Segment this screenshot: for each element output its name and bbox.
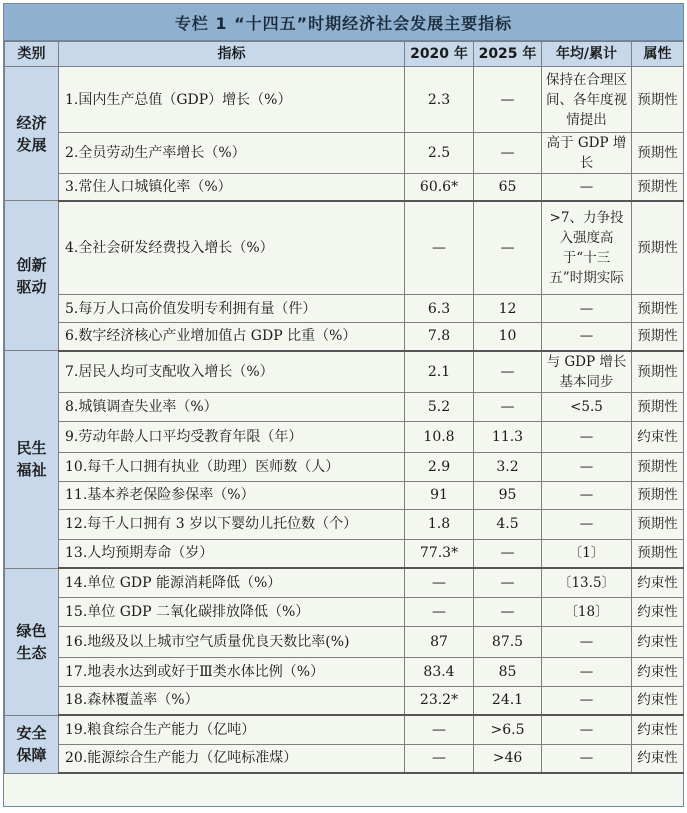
indicator-cell: 17.地表水达到或好于Ⅲ类水体比例（%） [59, 657, 405, 686]
accumulated-cell: 保持在合理区间、各年度视情提出 [542, 67, 632, 133]
indicator-cell: 12.每千人口拥有 3 岁以下婴幼儿托位数（个） [59, 509, 405, 539]
attribute-cell: 预期性 [632, 539, 684, 568]
table-row [5, 295, 684, 323]
attribute-cell: 约束性 [632, 568, 684, 597]
value-2025-cell: 87.5 [474, 626, 542, 657]
value-2025-cell: — [474, 133, 542, 174]
value-2020-cell: — [405, 715, 474, 744]
table-row [5, 509, 684, 539]
category-cell [5, 715, 59, 773]
value-2020-cell: 1.8 [405, 509, 474, 539]
accumulated-cell: — [542, 323, 632, 351]
table-title-bar [4, 4, 683, 41]
table-body [5, 67, 684, 774]
value-2025-cell: 11.3 [474, 421, 542, 452]
category-label-line: 经济 [16, 113, 47, 132]
table-row [5, 201, 684, 295]
table-row [5, 421, 684, 452]
attribute-cell: 约束性 [632, 686, 684, 715]
value-2025-cell: — [474, 392, 542, 421]
accumulated-cell: — [542, 174, 632, 201]
indicator-cell: 15.单位 GDP 二氧化碳排放降低（%） [59, 597, 405, 626]
header-2025: 2025 年 [474, 42, 542, 67]
indicator-cell: 8.城镇调查失业率（%） [59, 392, 405, 421]
attribute-cell: 预期性 [632, 351, 684, 393]
value-2020-cell: — [405, 201, 474, 295]
value-2025-cell: 85 [474, 657, 542, 686]
indicator-cell: 5.每万人口高价值发明专利拥有量（件） [59, 295, 405, 323]
value-2025-cell: >6.5 [474, 715, 542, 744]
table-row [5, 686, 684, 715]
table-row [5, 174, 684, 201]
attribute-cell: 预期性 [632, 392, 684, 421]
indicator-cell: 7.居民人均可支配收入增长（%） [59, 351, 405, 393]
attribute-cell: 预期性 [632, 481, 684, 509]
value-2020-cell: 77.3* [405, 539, 474, 568]
table-row [5, 452, 684, 481]
indicator-cell: 11.基本养老保险参保率（%） [59, 481, 405, 509]
category-cell [5, 351, 59, 569]
indicator-cell: 2.全员劳动生产率增长（%） [59, 133, 405, 174]
table-row [5, 597, 684, 626]
indicator-cell: 6.数字经济核心产业增加值占 GDP 比重（%） [59, 323, 405, 351]
accumulated-cell: 〔13.5〕 [542, 568, 632, 597]
table-row [5, 744, 684, 773]
category-label-line: 创新 [16, 255, 47, 274]
attribute-cell: 预期性 [632, 174, 684, 201]
attribute-cell: 约束性 [632, 744, 684, 773]
accumulated-cell: 与 GDP 增长基本同步 [542, 351, 632, 393]
attribute-cell: 约束性 [632, 657, 684, 686]
table-row [5, 323, 684, 351]
indicator-cell: 19.粮食综合生产能力（亿吨） [59, 715, 405, 744]
indicator-cell: 4.全社会研发经费投入增长（%） [59, 201, 405, 295]
category-label-line: 绿色 [16, 621, 47, 640]
indicator-table-panel [3, 3, 684, 807]
accumulated-cell: 〔18〕 [542, 597, 632, 626]
indicator-cell: 14.单位 GDP 能源消耗降低（%） [59, 568, 405, 597]
attribute-cell: 预期性 [632, 133, 684, 174]
table-row [5, 657, 684, 686]
value-2020-cell: 6.3 [405, 295, 474, 323]
value-2025-cell: 3.2 [474, 452, 542, 481]
accumulated-cell: — [542, 421, 632, 452]
attribute-cell: 约束性 [632, 715, 684, 744]
attribute-cell: 约束性 [632, 626, 684, 657]
value-2025-cell: 65 [474, 174, 542, 201]
accumulated-cell: — [542, 744, 632, 773]
accumulated-cell: — [542, 509, 632, 539]
value-2025-cell: — [474, 351, 542, 393]
category-label-line: 发展 [16, 135, 47, 154]
category-label-line: 保障 [16, 746, 47, 764]
accumulated-cell: — [542, 295, 632, 323]
value-2025-cell: 95 [474, 481, 542, 509]
header-indicator: 指标 [59, 42, 405, 67]
value-2020-cell: 10.8 [405, 421, 474, 452]
table-title: 专栏 1 “十四五”时期经济社会发展主要指标 [174, 13, 513, 33]
value-2025-cell: — [474, 539, 542, 568]
value-2020-cell: 87 [405, 626, 474, 657]
indicator-table [4, 41, 684, 774]
header-2020: 2020 年 [405, 42, 474, 67]
accumulated-cell: >7、力争投入强度高于“十三五”时期实际 [542, 201, 632, 295]
table-row [5, 67, 684, 133]
indicator-cell: 20.能源综合生产能力（亿吨标准煤） [59, 744, 405, 773]
indicator-cell: 13.人均预期寿命（岁） [59, 539, 405, 568]
attribute-cell: 约束性 [632, 421, 684, 452]
category-label-line: 福祉 [16, 461, 47, 480]
value-2020-cell: 83.4 [405, 657, 474, 686]
attribute-cell: 预期性 [632, 509, 684, 539]
value-2025-cell: 4.5 [474, 509, 542, 539]
indicator-cell: 9.劳动年龄人口平均受教育年限（年） [59, 421, 405, 452]
table-header-row [5, 42, 684, 67]
table-row [5, 715, 684, 744]
attribute-cell: 预期性 [632, 201, 684, 295]
table-row [5, 133, 684, 174]
indicator-cell: 1.国内生产总值（GDP）增长（%） [59, 67, 405, 133]
value-2020-cell: 2.1 [405, 351, 474, 393]
accumulated-cell: — [542, 657, 632, 686]
table-row [5, 481, 684, 509]
accumulated-cell: 高于 GDP 增长 [542, 133, 632, 174]
category-label-line: 生态 [16, 643, 47, 662]
value-2020-cell: 91 [405, 481, 474, 509]
table-row [5, 539, 684, 568]
value-2020-cell: — [405, 744, 474, 773]
indicator-cell: 18.森林覆盖率（%） [59, 686, 405, 715]
attribute-cell: 约束性 [632, 597, 684, 626]
category-cell [5, 201, 59, 351]
header-accumulated: 年均/累计 [542, 42, 632, 67]
value-2020-cell: 2.5 [405, 133, 474, 174]
accumulated-cell: — [542, 686, 632, 715]
accumulated-cell: — [542, 715, 632, 744]
category-cell [5, 67, 59, 201]
table-row [5, 568, 684, 597]
value-2020-cell: 60.6* [405, 174, 474, 201]
accumulated-cell: <5.5 [542, 392, 632, 421]
value-2025-cell: — [474, 67, 542, 133]
accumulated-cell: — [542, 626, 632, 657]
table-row [5, 351, 684, 393]
value-2025-cell: 10 [474, 323, 542, 351]
value-2025-cell: — [474, 597, 542, 626]
attribute-cell: 预期性 [632, 295, 684, 323]
value-2020-cell: — [405, 597, 474, 626]
category-label-line: 驱动 [16, 277, 47, 296]
value-2020-cell: 23.2* [405, 686, 474, 715]
indicator-cell: 3.常住人口城镇化率（%） [59, 174, 405, 201]
attribute-cell: 预期性 [632, 452, 684, 481]
value-2020-cell: 7.8 [405, 323, 474, 351]
indicator-cell: 16.地级及以上城市空气质量优良天数比率(%) [59, 626, 405, 657]
accumulated-cell: — [542, 452, 632, 481]
table-row [5, 392, 684, 421]
indicator-cell: 10.每千人口拥有执业（助理）医师数（人） [59, 452, 405, 481]
value-2025-cell: — [474, 201, 542, 295]
category-cell [5, 568, 59, 715]
attribute-cell: 预期性 [632, 323, 684, 351]
table-row [5, 626, 684, 657]
value-2020-cell: 2.3 [405, 67, 474, 133]
category-label-line: 民生 [16, 439, 47, 458]
accumulated-cell: 〔1〕 [542, 539, 632, 568]
value-2025-cell: >46 [474, 744, 542, 773]
value-2025-cell: — [474, 568, 542, 597]
value-2025-cell: 12 [474, 295, 542, 323]
accumulated-cell: — [542, 481, 632, 509]
value-2025-cell: 24.1 [474, 686, 542, 715]
value-2020-cell: 5.2 [405, 392, 474, 421]
value-2020-cell: 2.9 [405, 452, 474, 481]
value-2020-cell: — [405, 568, 474, 597]
header-attribute: 属性 [632, 42, 684, 67]
attribute-cell: 预期性 [632, 67, 684, 133]
category-label-line: 安全 [16, 724, 47, 742]
header-category: 类别 [5, 42, 59, 67]
